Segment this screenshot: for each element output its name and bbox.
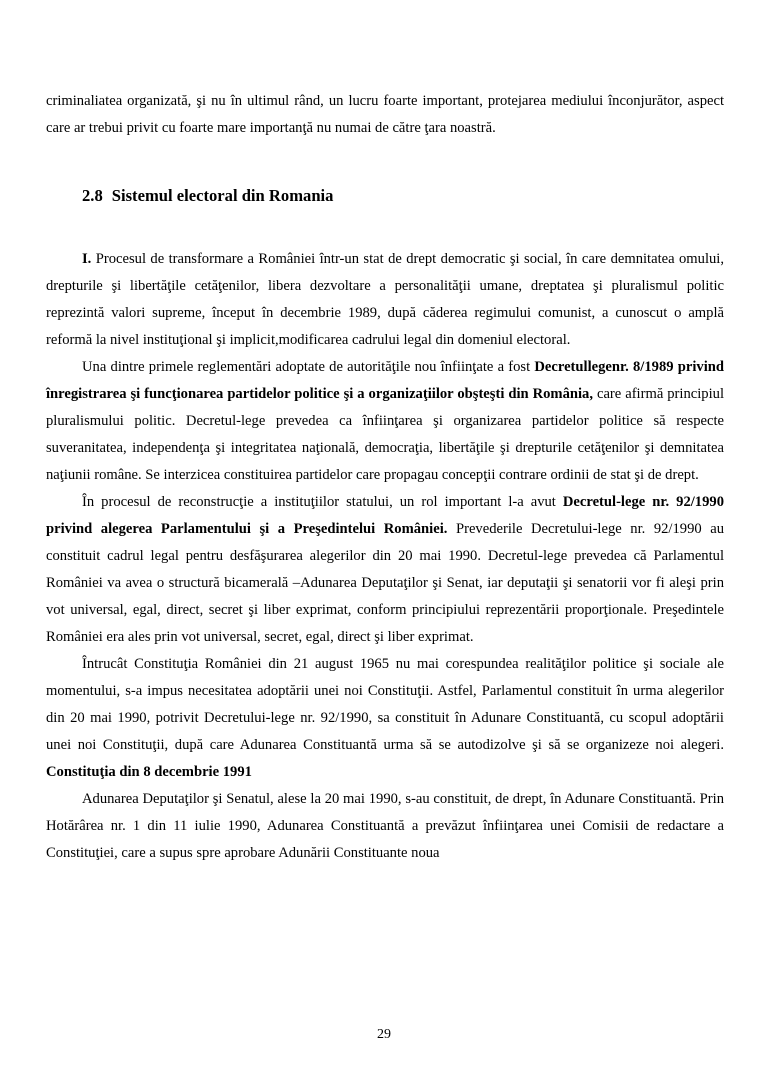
paragraph-3-bold: Decretul-lege nr. 92/1990 privind alegerea Parlamentului şi a Preşedintelui României. (46, 494, 724, 537)
continued-paragraph: criminaliatea organizată, şi nu în ultimul rând, un lucru foarte important, protejarea mediului înconjurător, aspect care ar trebui privit cu foarte mare importanţă nu numai de către ţara noastră. (46, 93, 724, 136)
section-heading (82, 183, 333, 209)
section-body (46, 246, 724, 867)
paragraph-5-pre: Adunarea Deputaţilor şi Senatul, alese la 20 mai 1990, s-au constituit, de drept, în Adunare Constituantă. Prin Hotărârea nr. 1 din 11 iulie 1990, Adunarea Constituantă a prevăzut înfiinţarea unei Comisii de redactare a Constituţiei, care a supus spre aprobare Adunării Constituante noua (46, 791, 724, 861)
paragraph-3-post: Prevederile Decretului-lege nr. 92/1990 au constituit cadrul legal pentru desfăşurarea alegerilor din 20 mai 1990. Decretul-lege prevedea că Parlamentul României va avea o structură bicamerală –Adunarea Deputaţilor şi Senat, iar deputaţii şi senatorii vor fi aleşi prin vot universal, egal, direct, secret şi liber exprimat, conform principiului reprezentării proporţionale. Preşedintele României era ales prin vot universal, secret, egal, direct şi liber exprimat. (46, 521, 724, 645)
paragraph-4-pre: Întrucât Constituţia României din 21 august 1965 nu mai corespundea realităţilor politice şi sociale ale momentului, s-a impus necesitatea adoptării unei noi Constituţii. Astfel, Parlamentul constituit în urma alegerilor din 20 mai 1990, potrivit Decretului-lege nr. 92/1990, sa constituit în Adunare Constituantă, cu scopul adoptării unei noi Constituţii, după care Adunarea Constituantă urma să se autodizolve şi să se organizeze noi alegeri. (46, 656, 724, 753)
paragraph-2-pre: Una dintre primele reglementări adoptate de autorităţile nou înfiinţate a fost (82, 359, 535, 375)
paragraph-3 (46, 489, 724, 651)
paragraph-2-bold: Decretullegenr. 8/1989 privind înregistrarea şi funcţionarea partidelor politice şi a organizaţiilor obşteşti din România, (46, 359, 724, 402)
paragraph-4 (46, 651, 724, 786)
section-number: 2.8 (82, 186, 103, 205)
section-title: Sistemul electoral din Romania (111, 186, 334, 205)
paragraph-2-post: care afirmă principiul pluralismului politic. Decretul-lege prevedea ca înfiinţarea şi organizarea partidelor politice să respecte suveranitatea, independenţa şi integritatea naţională, democraţia, libertăţile şi drepturile cetăţenilor şi demnitatea naţiunii române. Se interzicea constituirea partidelor care propagau concepţii contrare ordinii de stat şi de drept. (46, 386, 724, 483)
paragraph-5 (46, 786, 724, 867)
paragraph-1-text: Procesul de transformare a României într-un stat de drept democratic şi social, în care demnitatea omului, drepturile şi libertăţile cetăţenilor, libera dezvoltare a personalităţii umane, dreptatea şi pluralismul politic reprezintă valori supreme, început în decembrie 1989, după căderea regimului comunist, a cunoscut o amplă reformă la nivel instituţional şi implicit,modificarea cadrului legal din domeniul electoral. (46, 251, 724, 348)
paragraph-3-pre: În procesul de reconstrucţie a instituţiilor statului, un rol important l-a avut (82, 494, 563, 510)
paragraph-2 (46, 354, 724, 489)
paragraph-1-lead: I. (82, 251, 92, 267)
page-number: 29 (377, 1027, 391, 1042)
paragraph-1 (46, 246, 724, 354)
paragraph-4-bold: Constituţia din 8 decembrie 1991 (46, 764, 252, 780)
